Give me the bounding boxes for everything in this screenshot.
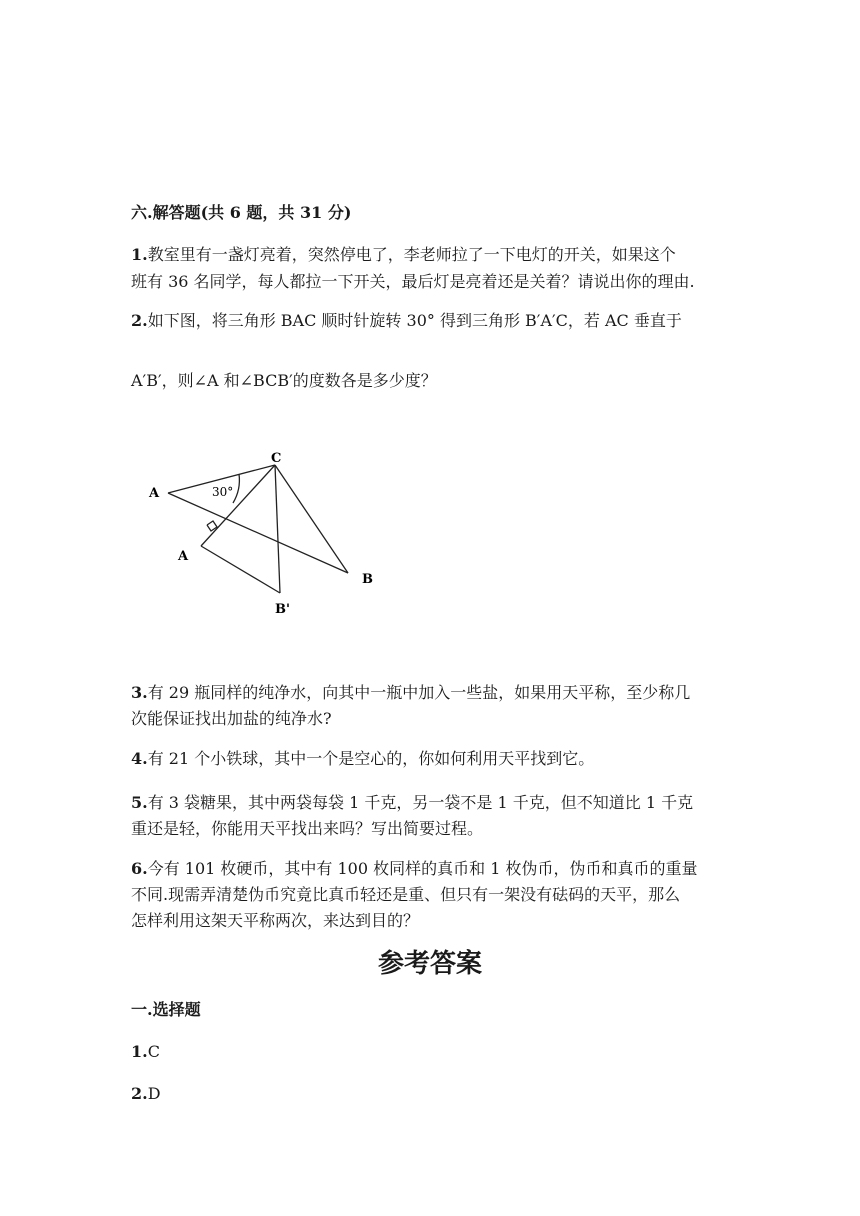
question-text: 今有 101 枚硬币，其中有 100 枚同样的真币和 1 枚伪币，伪币和真币的重量 <box>147 859 698 878</box>
section-title: 六.解答题(共 6 题，共 31 分) <box>131 203 352 222</box>
label-b-prime: B' <box>275 602 290 617</box>
question-1-line-1 <box>131 244 676 266</box>
answer-value: D <box>147 1084 161 1103</box>
label-a-bottom: A <box>178 549 189 564</box>
answer-2 <box>131 1083 161 1105</box>
segment-ca-prime <box>201 465 275 546</box>
question-text: 如下图，将三角形 BAC 顺时针旋转 30° 得到三角形 B′A′C，若 AC 垂直于 <box>147 311 682 330</box>
question-4-line-1 <box>131 748 594 770</box>
question-number: 6. <box>131 859 148 878</box>
answer-number: 2. <box>131 1084 148 1103</box>
question-number: 5. <box>131 793 148 812</box>
segment-a-prime-b-prime <box>201 546 280 593</box>
question-3-line-1 <box>131 682 690 704</box>
question-number: 1. <box>131 245 148 264</box>
question-number: 3. <box>131 683 148 702</box>
answers-heading: 参考答案 <box>377 949 482 979</box>
answer-number: 1. <box>131 1042 148 1061</box>
question-6-line-1 <box>131 858 697 880</box>
answers-section-title: 一.选择题 <box>131 1000 201 1019</box>
question-2-line-1 <box>131 310 682 332</box>
question-text: 有 29 瓶同样的纯净水，向其中一瓶中加入一些盐，如果用天平称，至少称几 <box>147 683 691 702</box>
question-2-line-2: A′B′，则∠A 和∠BCB′的度数各是多少度？ <box>131 371 437 390</box>
question-3-line-2: 次能保证找出加盐的纯净水? <box>131 709 332 728</box>
question-6-line-3: 怎样利用这架天平称两次，来达到目的？ <box>131 911 420 930</box>
angle-label: 30° <box>212 485 234 499</box>
answer-value: C <box>147 1042 160 1061</box>
rotation-triangle-figure <box>140 445 390 625</box>
angle-arc <box>233 474 239 503</box>
question-number: 4. <box>131 749 148 768</box>
segment-cb-prime <box>275 465 280 593</box>
question-text: 有 3 袋糖果，其中两袋每袋 1 千克，另一袋不是 1 千克，但不知道比 1 千克 <box>147 793 694 812</box>
question-6-line-2: 不同.现需弄清楚伪币究竟比真币轻还是重、但只有一架没有砝码的天平，那么 <box>131 885 681 904</box>
label-c: C <box>271 451 282 466</box>
question-text: 有 21 个小铁球，其中一个是空心的，你如何利用天平找到它。 <box>147 749 595 768</box>
question-1-line-2: 班有 36 名同学，每人都拉一下开关，最后灯是亮着还是关着？请说出你的理由. <box>131 272 695 291</box>
question-number: 2. <box>131 311 148 330</box>
label-b: B <box>362 572 373 587</box>
question-text: 教室里有一盏灯亮着，突然停电了，李老师拉了一下电灯的开关，如果这个 <box>147 245 676 264</box>
question-5-line-1 <box>131 792 693 814</box>
label-a-top: A <box>149 486 160 501</box>
answer-1 <box>131 1041 160 1063</box>
question-5-line-2: 重还是轻，你能用天平找出来吗？写出简要过程。 <box>131 819 484 838</box>
